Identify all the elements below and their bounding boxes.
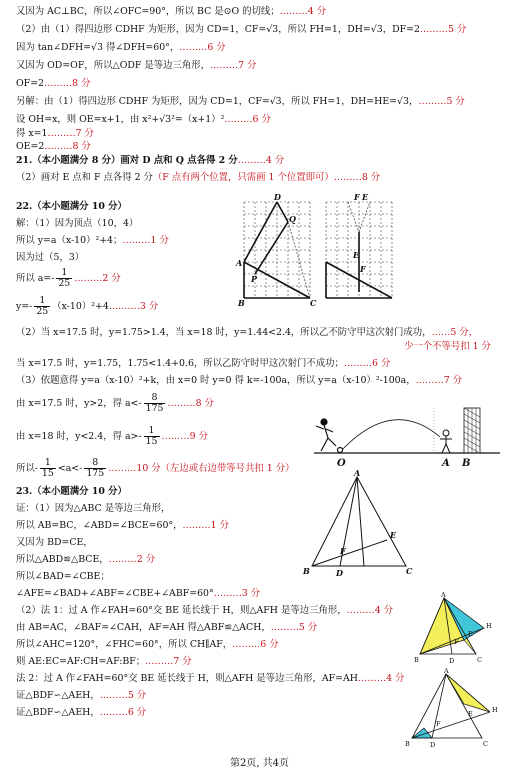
label-c: C: [477, 656, 482, 664]
label-d: D: [430, 741, 436, 749]
line-16: 所以 a=- $\frac{1}{25}$ ………2 分: [16, 267, 121, 289]
line-31: ∠AFE=∠BAD+∠ABF=∠CBE+∠ABF=60°………3 分: [16, 588, 261, 599]
grid-figure-1: [234, 192, 318, 310]
small-figure-2: [402, 668, 504, 750]
line-20: 当 x=17.5 时，y=1.75，1.75<1.4+0.6，所以乙防守时甲这次射门不成功；………6 分: [16, 358, 391, 369]
line-9: OE=2………8 分: [16, 141, 91, 152]
q21-heading: 21.（本小题满分 8 分）画对 D 点和 Q 点各得 2 分………4 分: [16, 155, 285, 166]
label-e: E: [468, 710, 473, 718]
fraction: $\frac{1}{15}$: [145, 425, 158, 447]
line-32: （2）法 1：过 A 作∠FAH=60°交 BE 延长线于 H，则△AFH 是等边三角形，………4 分: [16, 605, 394, 616]
label-h: H: [486, 622, 492, 630]
line-38: 证△BDF∽△AEH，………6 分: [16, 707, 147, 718]
fraction: $\frac{1}{25}$: [58, 267, 71, 289]
fraction: $\frac{1}{25}$: [36, 295, 49, 317]
line-18: （2）当 x=17.5 时，y=1.75>1.4，当 x=18 时，y=1.44<2.4，所以乙不防守甲这次射门成功，……5 分，: [16, 327, 479, 338]
label-h: H: [492, 706, 498, 714]
label-d: D: [336, 568, 343, 578]
line-36: 法 2：过 A 作∠FAH=60°交 BE 延长线于 H，则△AFH 是等边三角形，AF=AH………4 分: [16, 673, 405, 684]
line-7: 设 OH=x，则 OE=x+1，由 x²+√3²=（x+1）²………6 分: [16, 114, 271, 125]
label-c: C: [483, 740, 488, 748]
line-23: 由 x=18 时，y<2.4，得 a>- $\frac{1}{15}$ ………9 分: [16, 425, 208, 447]
trajectory-figure: [312, 402, 504, 468]
label-f: F: [436, 720, 441, 728]
line-33: 由 AB=AC，∠BAF=∠CAH，AF=AH 得△ABF≌△ACH，………5 分: [16, 622, 318, 633]
line-3: 因为 tan∠DFH=√3 得∠DFH=60°，………6 分: [16, 42, 226, 53]
line-1: 又因为 AC⊥BC，所以∠OFC=90°，所以 BC 是⊙O 的切线；………4 分: [16, 6, 327, 17]
label-c: C: [310, 298, 317, 308]
line-26: 证：（1）因为△ABC 是等边三角形，: [16, 503, 171, 514]
fraction: $\frac{1}{15}$: [41, 457, 54, 479]
label-c: C: [406, 566, 413, 576]
line-8: 得 x=1………7 分: [16, 128, 94, 139]
line-21: （3）依题意得 y=a（x-10）²+k，由 x=0 时 y=0 得 k=-100a，所以 y=a（x-10）²-100a，………7 分: [16, 375, 463, 386]
line-27: 所以 AB=BC，∠ABD=∠BCE=60°，………1 分: [16, 520, 229, 531]
triangle-figure: [302, 470, 414, 580]
q22-heading: 22.（本小题满分 10 分）: [16, 201, 127, 212]
label-f-mid: F: [360, 264, 366, 274]
label-b: B: [405, 740, 410, 748]
label-e: E: [468, 630, 473, 638]
line-14: 所以 y=a（x-10）²+4；………1 分: [16, 235, 169, 246]
label-b: B: [238, 298, 245, 308]
label-f-top: F: [354, 192, 360, 202]
fraction: $\frac{8}{175}$: [145, 392, 164, 414]
line-15: 因为过（5，3）: [16, 252, 85, 263]
fraction: $\frac{8}{175}$: [86, 457, 105, 479]
label-b: B: [414, 656, 419, 664]
label-f: F: [454, 638, 459, 646]
small-figure-1: [412, 592, 504, 668]
line-37: 证△BDF∽△AEH，………5 分: [16, 690, 147, 701]
label-d: D: [449, 657, 455, 665]
label-a: A: [441, 592, 446, 599]
label-d: D: [274, 192, 281, 202]
label-q: Q: [289, 214, 296, 224]
line-24: 所以- $\frac{1}{15}$ <a<- $\frac{8}{175}$ ………10 分（左边或右边带等号共扣 1 分）: [16, 457, 295, 479]
label-a: A: [444, 668, 449, 675]
line-11: （2）画对 E 点和 F 点各得 2 分（F 点有两个位置，只需画 1 个位置即可）………8 分: [16, 172, 381, 183]
line-13: 解：（1）因为顶点（10，4）: [16, 218, 139, 229]
grid-figure-2: [318, 192, 404, 310]
line-6: 另解：由（1）得四边形 CDHF 为矩形，因为 CD=1，CF=√3，所以 FH=1，DH=HE=√3，………5 分: [16, 96, 465, 107]
line-22: 由 x=17.5 时，y>2，得 a<- $\frac{8}{175}$ ………8 分: [16, 392, 214, 414]
score-1: ………4 分: [279, 6, 327, 17]
line-30: 所以∠BAD=∠CBE；: [16, 571, 110, 582]
line-34: 所以∠AHC=120°，∠FHC=60°，所以 CH∥AF，………6 分: [16, 639, 279, 650]
line-35: 则 AE:EC=AF:CH=AF:BF；………7 分: [16, 656, 192, 667]
line-17: y=- $\frac{1}{25}$ （x-10）²+4.………3 分: [16, 295, 159, 317]
label-e: E: [362, 192, 369, 202]
label-e: E: [390, 530, 397, 540]
line-29: 所以△ABD≌△BCE，………2 分: [16, 554, 156, 565]
label-a: A: [442, 458, 450, 468]
line-19: 少一个不等号扣 1 分: [404, 341, 491, 352]
label-b: B: [462, 458, 471, 468]
line-28: 又因为 BD=CE，: [16, 537, 93, 548]
label-a: A: [236, 258, 243, 268]
label-o: O: [337, 458, 346, 468]
line-2: （2）由（1）得四边形 CDHF 为矩形，因为 CD=1，CF=√3，所以 FH=1，DH=√3，DF=2………5 分: [16, 24, 467, 35]
label-f: F: [340, 546, 346, 556]
line-5: OF=2………8 分: [16, 78, 91, 89]
line-4: 又因为 OD=OF，所以△ODF 是等边三角形，………7 分: [16, 60, 257, 71]
label-p: P: [251, 274, 258, 284]
page-footer: 第2页, 共4页: [229, 758, 290, 769]
label-a: A: [354, 470, 361, 478]
label-b: B: [303, 566, 310, 576]
q23-heading: 23.（本小题满分 10 分）: [16, 486, 127, 497]
label-e-mid: E: [353, 250, 360, 260]
